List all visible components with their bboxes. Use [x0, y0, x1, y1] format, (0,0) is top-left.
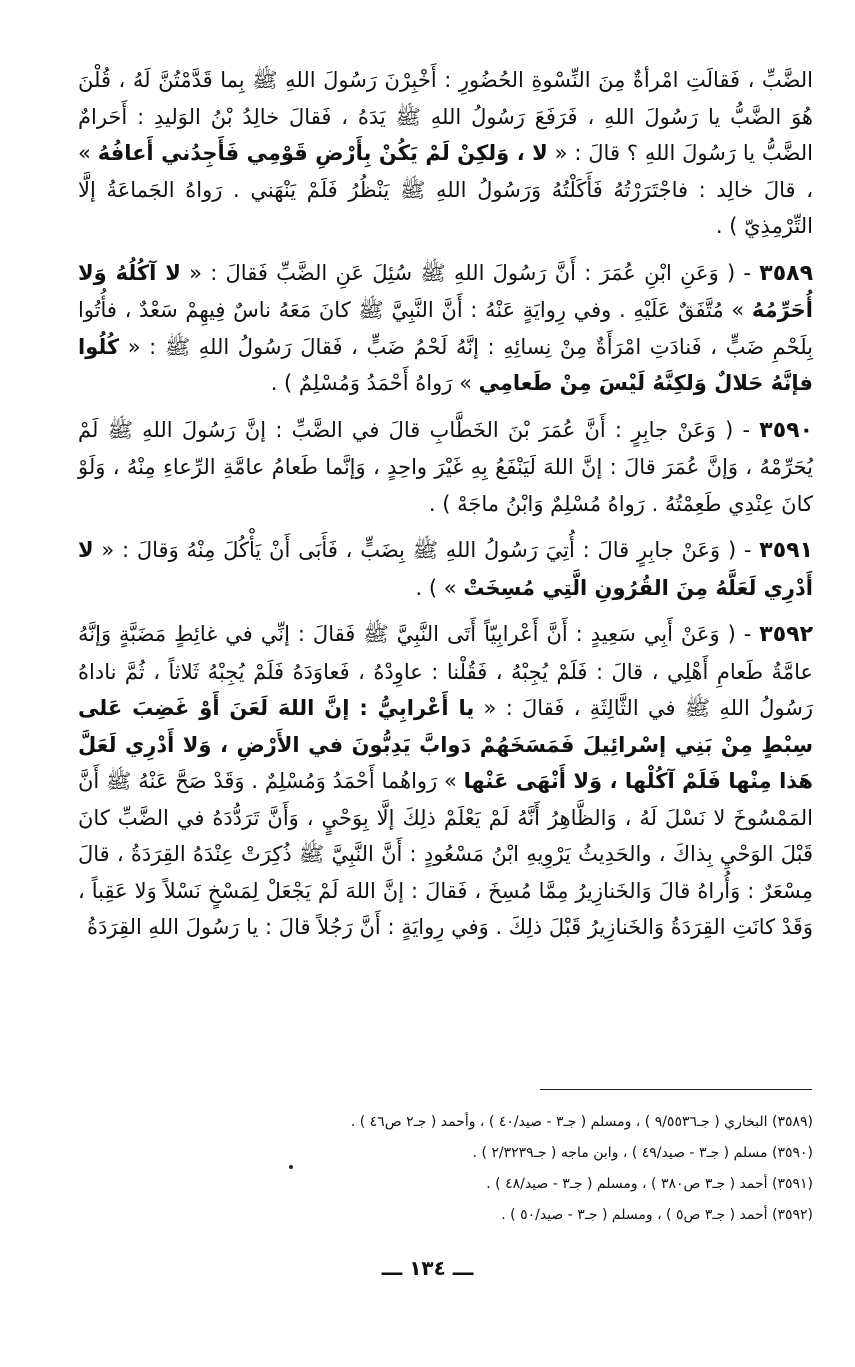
- footnote-3592: (٣٥٩٢) أحمد ( جـ٣ ص٥ ) ، ومسلم ( جـ٣ - صيد/٥٠ ) .: [501, 1207, 813, 1223]
- text-segment: الضَّبِّ ، فَقالَتِ امْرأةٌ مِنَ النِّسْوةِ الحُضُورِ : أَخْبِرْنَ رَسُولَ اللهِ ﷺ بِما قَدَّمْتُنَّ لَهُ ، قُلْنَ هُوَ الضَّبُّ يا رَسُولَ اللهِ ، فَرَفَعَ رَسُولُ اللهِ ﷺ يَدَهُ ، فَقالَ خالِدُ بْنُ الوَليدِ : أَحَرامٌ الضَّبُّ يا رَسُولَ اللهِ ؟ قالَ : «: [78, 68, 813, 165]
- hadith-quote: كُلُوا فإنَّهُ حَلالٌ وَلكِنَّهُ لَيْسَ مِنْ طَعامِي: [78, 334, 813, 395]
- hadith-number: ٣٥٨٩: [759, 260, 813, 286]
- hadith-3590: [78, 412, 813, 523]
- hadith-3591: [78, 532, 813, 606]
- hadith-quote: لا ، وَلكِنْ لَمْ يَكُنْ بِأَرْضِ قَوْمِي فَأَجِدُني أَعافُهُ: [97, 141, 548, 165]
- text-segment: » مُتَّفَقٌ عَلَيْهِ . وفي رِوايَةٍ عَنْهُ : أَنَّ النَّبِيَّ ﷺ كانَ مَعَهُ ناسٌ فِيهِمْ سَعْدٌ ، فأُتُوا بِلَحْمِ ضَبٍّ ، فَنادَتِ امْرَأَةٌ مِنْ نِسائِهِ : إنَّهُ لَحْمُ ضَبٍّ ، فَقالَ رَسُولُ اللهِ ﷺ : «: [78, 298, 813, 359]
- text-segment: - ( وَعَنِ ابْنِ عُمَرَ : أَنَّ رَسُولَ اللهِ ﷺ سُئِلَ عَنِ الضَّبِّ فَقالَ : «: [180, 260, 760, 285]
- hadith-quote: لا أَدْرِي لَعَلَّهُ مِنَ القُرُونِ الَّتِي مُسِخَتْ: [78, 538, 813, 600]
- hadith-number: ٣٥٩٠: [759, 417, 813, 443]
- footnote-3591: (٣٥٩١) أحمد ( جـ٣ ص٣٨٠ ) ، ومسلم ( جـ٣ - صيد/٤٨ ) .: [486, 1176, 813, 1192]
- text-segment: » رَواهُما أَحْمَدُ وَمُسْلِمٌ . وَقَدْ صَحَّ عَنْهُ ﷺ أَنَّ المَمْسُوخَ لا نَسْلَ لَهُ ، وَالظَّاهِرُ أَنَّهُ لَمْ يَعْلَمْ ذلِكَ إلَّا بِوَحْيٍ ، وَأَنَّ تَرَدُّدَهُ في الضَّبِّ كانَ قَبْلَ الوَحْيِ بِذاكَ ، والحَدِيثُ يَرْوِيهِ ابْنُ مَسْعُودٍ : أَنَّ النَّبِيَّ ﷺ ذُكِرَتْ عِنْدَهُ القِرَدَةُ ، قالَ مِسْعَرٌ : وَأُراهُ قالَ وَالخَنازِيرُ مِمَّا مُسِخَ ، فَقالَ : إنَّ اللهَ لَمْ يَجْعَلْ لِمَسْخٍ نَسْلاً وَلا عَقِباً ، وَقَدْ كانَتِ القِرَدَةُ وَالخَنازِيرُ قَبْلَ ذلِكَ . وَفي رِوايَةٍ : أَنَّ رَجُلاً قالَ : يا رَسُولَ اللهِ القِرَدَةُ: [78, 769, 813, 939]
- text-segment: - ( وَعَنْ جابِرٍ قالَ : أُتِيَ رَسُولُ اللهِ ﷺ بِضَبٍّ ، فَأَبَى أَنْ يَأْكُلَ مِنْهُ وَقالَ : «: [93, 538, 760, 562]
- hadith-number: ٣٥٩٢: [759, 622, 813, 647]
- text-segment: » ، قالَ خالِد : فاجْتَرَرْتُهُ فَأَكَلْتُهُ وَرَسُولُ اللهِ ﷺ يَنْظُرُ فَلَمْ يَنْهَني . رَواهُ الجَماعَةُ إلَّا التِّرْمِذِيّ ) .: [78, 141, 813, 238]
- footnote-3590: (٣٥٩٠) مسلم ( جـ٣ - صيد/٤٩ ) ، وابن ماجه ( جـ٢/٣٢٣٩ ) .: [472, 1145, 813, 1161]
- hadith-number: ٣٥٩١: [759, 538, 813, 563]
- hadith-quote: لا آكُلُهُ وَلا أُحَرِّمُهُ: [78, 260, 813, 322]
- page-number: ـــ ١٣٤ ـــ: [381, 1256, 474, 1280]
- footnote-divider: [540, 1089, 812, 1090]
- text-segment: » رَواهُ أَحْمَدُ وَمُسْلِمٌ ) .: [270, 371, 479, 395]
- text-segment: - ( وَعَنْ جابِرٍ : أَنَّ عُمَرَ بْنَ الخَطَّابِ قالَ في الضَّبِّ : إنَّ رَسُولَ اللهِ ﷺ لَمْ يُحَرِّمْهُ ، وَإنَّ عُمَرَ قالَ : إنَّ اللهَ لَيَنْفَعُ بِهِ غَيْرَ واحِدٍ ، وَإنَّما طَعامُ عامَّةِ الرِّعاءِ مِنْهُ ، وَلَوْ كانَ عِنْدِي طَعِمْتُهُ . رَواهُ مُسْلِمٌ وَابْنُ ماجَهْ ) .: [78, 417, 813, 516]
- text-segment: - ( وَعَنْ أَبِي سَعِيدٍ : أَنَّ أَعْرابِيّاً أَتَى النَّبِيَّ ﷺ فَقالَ : إنِّي في غائِطٍ مَضَبَّةٍ وَإنَّهُ عامَّةُ طَعامِ أَهْلِي ، قالَ : فَلَمْ يُجِبْهُ ، فَقُلْنا : عاوِدْهُ ، فَعاوَدَهُ فَلَمْ يُجِبْهُ ثَلاثاً ، ثُمَّ ناداهُ رَسُولُ اللهِ ﷺ في الثَّالِثَةِ ، فَقالَ : «: [78, 622, 813, 720]
- ink-dot: [289, 1165, 293, 1169]
- hadith-quote: يا أَعْرابِيُّ : إنَّ اللهَ لَعَنَ أَوْ غَضِبَ عَلى سِبْطٍ مِنْ بَنِي إسْرائِيلَ فَمَسَخَهُمْ دَوابَّ يَدِبُّونَ في الأَرْضِ ، وَلا أَدْرِي لَعَلَّ هَذا مِنْها فَلَمْ آكُلْها ، وَلا أَنْهَى عَنْها: [78, 696, 813, 793]
- paragraph-continuation: [78, 62, 813, 245]
- hadith-3592: [78, 616, 813, 946]
- main-text: [78, 62, 813, 946]
- footnote-3589: (٣٥٨٩) البخاري ( جـ٩/٥٥٣٦ ) ، ومسلم ( جـ٣ - صيد/٤٠ ) ، وأحمد ( جـ٢ ص٤٦ ) .: [350, 1114, 813, 1130]
- hadith-3589: [78, 255, 813, 402]
- text-segment: » ) .: [415, 575, 464, 600]
- footnotes: [130, 1107, 813, 1231]
